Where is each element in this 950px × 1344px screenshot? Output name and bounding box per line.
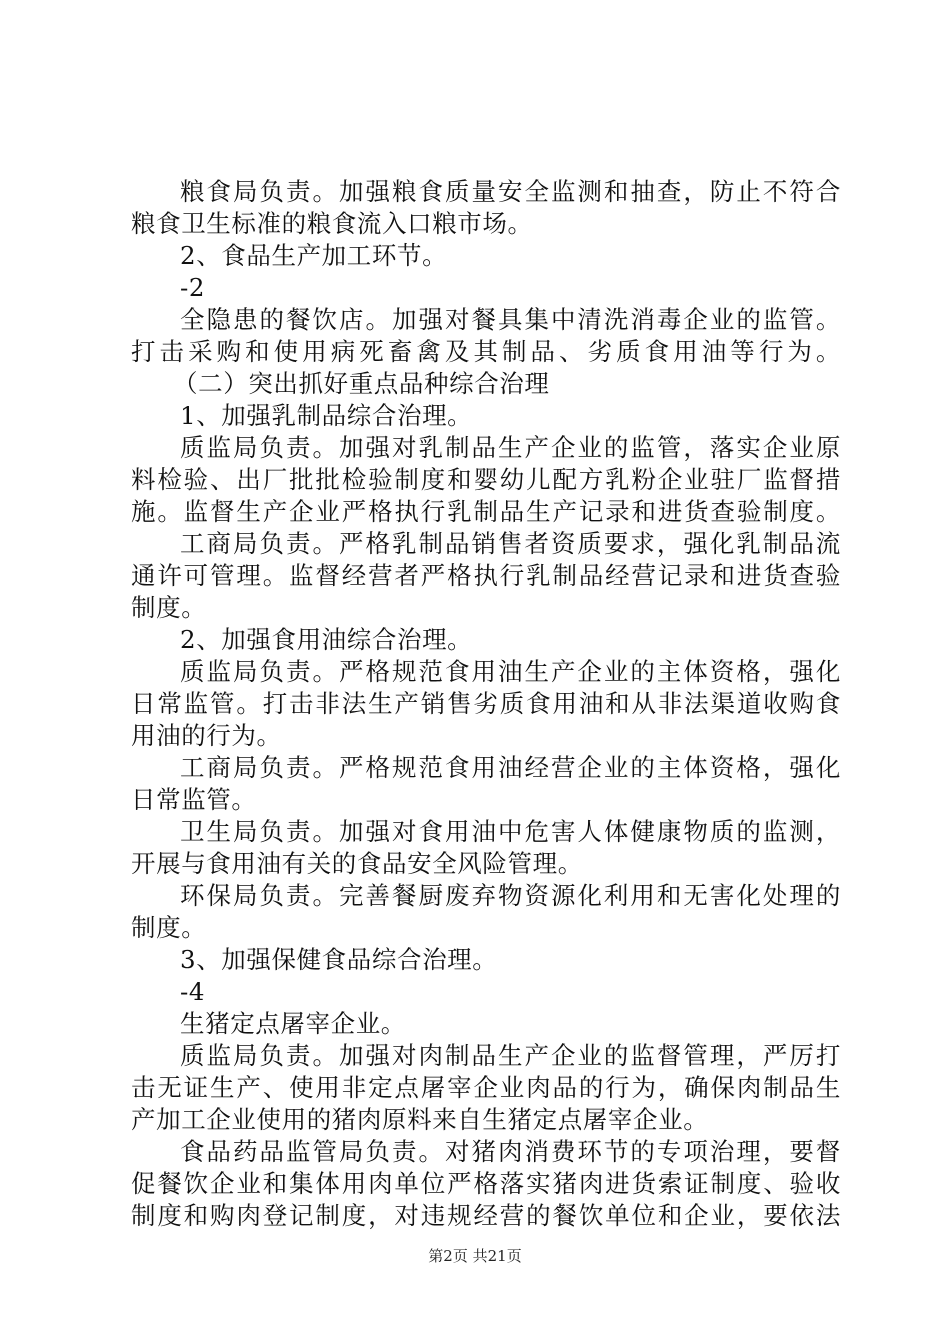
section-heading: 2、食品生产加工环节。 (180, 241, 448, 270)
text-line: 粮食局负责。加强粮食质量安全监测和抽查，防止不符合 (180, 177, 841, 206)
text-line: 生猪定点屠宰企业。 (180, 1009, 406, 1038)
text-line: 制度。 (131, 913, 207, 942)
text-line: 料检验、出厂批批检验制度和婴幼儿配方乳粉企业驻厂监督措 (131, 465, 841, 494)
text-line: 开展与食用油有关的食品安全风险管理。 (131, 849, 583, 878)
text-line: 质监局负责。加强对乳制品生产企业的监管，落实企业原 (180, 433, 841, 462)
text-line: 日常监管。打击非法生产销售劣质食用油和从非法渠道收购食 (131, 689, 841, 718)
text-line: 通许可管理。监督经营者严格执行乳制品经营记录和进货查验 (131, 561, 841, 590)
section-heading: 3、加强保健食品综合治理。 (180, 945, 498, 974)
text-line: 粮食卫生标准的粮食流入口粮市场。 (131, 209, 533, 238)
text-line: 日常监管。 (131, 785, 257, 814)
text-line: 产加工企业使用的猪肉原料来自生猪定点屠宰企业。 (131, 1105, 709, 1134)
text-line: 质监局负责。加强对肉制品生产企业的监督管理，严厉打 (180, 1041, 841, 1070)
text-line: 质监局负责。严格规范食用油生产企业的主体资格，强化 (180, 657, 841, 686)
document-body (131, 176, 841, 1232)
text-line: 促餐饮企业和集体用肉单位严格落实猪肉进货索证制度、验收 (131, 1169, 841, 1198)
text-line: 用油的行为。 (131, 721, 282, 750)
section-heading: 1、加强乳制品综合治理。 (180, 401, 473, 430)
text-line: 施。监督生产企业严格执行乳制品生产记录和进货查验制度。 (131, 497, 841, 526)
text-line: 环保局负责。完善餐厨废弃物资源化利用和无害化处理的 (180, 881, 841, 910)
text-line: 制度和购肉登记制度，对违规经营的餐饮单位和企业，要依法 (131, 1201, 841, 1230)
text-line: 全隐患的餐饮店。加强对餐具集中清洗消毒企业的监管。 (180, 305, 841, 334)
text-line: 击无证生产、使用非定点屠宰企业肉品的行为，确保肉制品生 (131, 1073, 841, 1102)
text-line: 制度。 (131, 593, 207, 622)
text-line: 工商局负责。严格乳制品销售者资质要求，强化乳制品流 (180, 529, 841, 558)
page-marker: -4 (180, 977, 206, 1006)
text-line: 食品药品监管局负责。对猪肉消费环节的专项治理，要督 (180, 1137, 841, 1166)
text-line: 工商局负责。严格规范食用油经营企业的主体资格，强化 (180, 753, 841, 782)
page-footer: 第2页 共21页 (428, 1247, 522, 1265)
text-line: 打击采购和使用病死畜禽及其制品、劣质食用油等行为。 (131, 337, 841, 366)
section-heading: （二）突出抓好重点品种综合治理 (173, 369, 550, 398)
section-heading: 2、加强食用油综合治理。 (180, 625, 473, 654)
text-line: 卫生局负责。加强对食用油中危害人体健康物质的监测， (180, 817, 841, 846)
page-marker: -2 (180, 273, 206, 302)
